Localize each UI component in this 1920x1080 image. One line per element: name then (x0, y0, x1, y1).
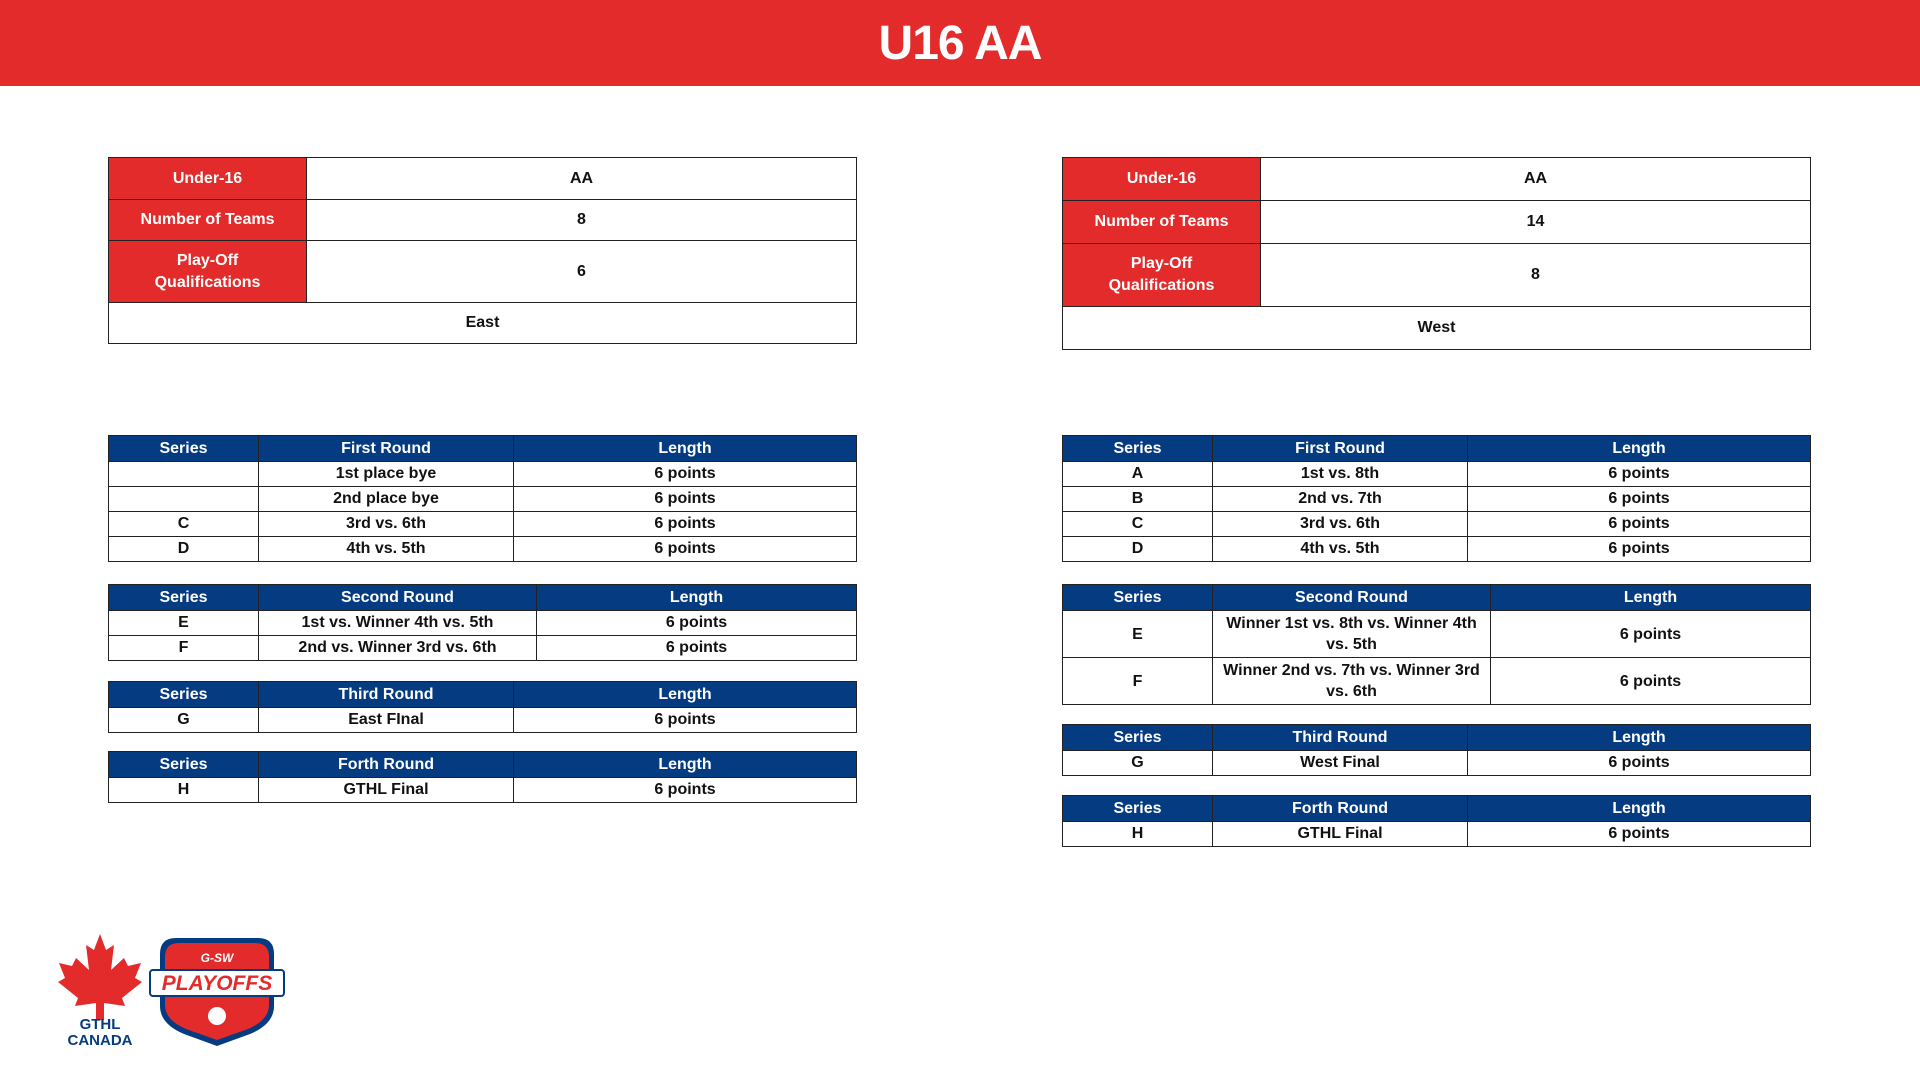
col-header: Length (514, 682, 857, 708)
table-row (109, 611, 857, 636)
series-cell: E (1063, 611, 1213, 658)
matchup-cell: 4th vs. 5th (259, 537, 514, 562)
qualifications-value: 8 (1261, 244, 1811, 307)
teams-label: Number of Teams (109, 200, 307, 241)
series-cell: H (109, 778, 259, 803)
length-cell: 6 points (1468, 537, 1811, 562)
matchup-cell: Winner 2nd vs. 7th vs. Winner 3rd vs. 6th (1213, 658, 1491, 705)
col-header: Length (537, 585, 857, 611)
length-cell: 6 points (514, 487, 857, 512)
qualifications-value: 6 (307, 241, 857, 303)
region-label: West (1063, 307, 1811, 350)
qualifications-label (109, 241, 307, 303)
west-first-round-table (1062, 435, 1811, 562)
east-first-round-table (108, 435, 857, 562)
table-row (109, 537, 857, 562)
series-cell: C (1063, 512, 1213, 537)
teams-label: Number of Teams (1063, 201, 1261, 244)
col-header: Length (514, 436, 857, 462)
table-row (1063, 487, 1811, 512)
matchup-cell: Winner 1st vs. 8th vs. Winner 4th vs. 5th (1213, 611, 1491, 658)
table-row (1063, 822, 1811, 847)
length-cell: 6 points (1491, 611, 1811, 658)
col-header: Series (1063, 436, 1213, 462)
matchup-cell: GTHL Final (259, 778, 514, 803)
east-info-table (108, 157, 857, 344)
col-header: Series (109, 682, 259, 708)
series-cell: A (1063, 462, 1213, 487)
division-value: AA (1261, 158, 1811, 201)
length-cell: 6 points (514, 708, 857, 733)
east-second-round-table (108, 584, 857, 661)
series-cell (109, 462, 259, 487)
east-forth-round-table (108, 751, 857, 803)
matchup-cell: East FInal (259, 708, 514, 733)
teams-value: 14 (1261, 201, 1811, 244)
length-cell: 6 points (1468, 512, 1811, 537)
table-row (1063, 512, 1811, 537)
division-label: Under-16 (109, 158, 307, 200)
matchup-cell: 3rd vs. 6th (259, 512, 514, 537)
col-header: Series (109, 585, 259, 611)
col-header: Series (1063, 796, 1213, 822)
col-header: Third Round (1213, 725, 1468, 751)
length-cell: 6 points (514, 778, 857, 803)
col-header: Forth Round (259, 752, 514, 778)
playoffs-badge-text: PLAYOFFS (161, 972, 273, 995)
qualifications-label-line2: Qualifications (154, 273, 261, 291)
matchup-cell: West Final (1213, 751, 1468, 776)
matchup-cell: 2nd place bye (259, 487, 514, 512)
series-cell: H (1063, 822, 1213, 847)
west-third-round-table (1062, 724, 1811, 776)
length-cell: 6 points (514, 462, 857, 487)
table-row (1063, 462, 1811, 487)
table-row (1063, 537, 1811, 562)
length-cell: 6 points (537, 611, 857, 636)
length-cell: 6 points (1468, 462, 1811, 487)
west-info-table (1062, 157, 1811, 350)
logos (38, 928, 298, 1048)
table-row (109, 778, 857, 803)
col-header: Length (1468, 725, 1811, 751)
col-header: Third Round (259, 682, 514, 708)
matchup-cell: 1st place bye (259, 462, 514, 487)
maple-leaf-icon (58, 934, 142, 1020)
col-header: Series (109, 436, 259, 462)
table-row (1063, 751, 1811, 776)
series-cell: B (1063, 487, 1213, 512)
table-row (109, 636, 857, 661)
series-cell: D (1063, 537, 1213, 562)
qualifications-label-line2: Qualifications (1108, 277, 1215, 294)
length-cell: 6 points (1468, 751, 1811, 776)
table-row (109, 487, 857, 512)
gthl-logo-group (38, 928, 298, 1048)
length-cell: 6 points (1468, 822, 1811, 847)
col-header: Forth Round (1213, 796, 1468, 822)
playoffs-badge-top-text: G-SW (200, 951, 234, 965)
table-row (1063, 611, 1811, 658)
col-header: Series (109, 752, 259, 778)
col-header: Length (1468, 436, 1811, 462)
series-cell: F (109, 636, 259, 661)
qualifications-label-line1: Play-Off (176, 251, 239, 269)
series-cell: E (109, 611, 259, 636)
series-cell: C (109, 512, 259, 537)
col-header: First Round (1213, 436, 1468, 462)
matchup-cell: 1st vs. Winner 4th vs. 5th (259, 611, 537, 636)
col-header: Second Round (259, 585, 537, 611)
col-header: Series (1063, 585, 1213, 611)
matchup-cell: 4th vs. 5th (1213, 537, 1468, 562)
west-second-round-table (1062, 584, 1811, 705)
series-cell: F (1063, 658, 1213, 705)
length-cell: 6 points (537, 636, 857, 661)
col-header: Second Round (1213, 585, 1491, 611)
qualifications-label (1063, 244, 1261, 307)
matchup-cell: GTHL Final (1213, 822, 1468, 847)
col-header: Series (1063, 725, 1213, 751)
region-label: East (109, 303, 857, 344)
col-header: Length (514, 752, 857, 778)
length-cell: 6 points (514, 537, 857, 562)
table-row (109, 512, 857, 537)
west-forth-round-table (1062, 795, 1811, 847)
matchup-cell: 2nd vs. 7th (1213, 487, 1468, 512)
col-header: Length (1491, 585, 1811, 611)
series-cell: G (1063, 751, 1213, 776)
table-row (1063, 658, 1811, 705)
gthl-logo-text: GTHL (79, 1016, 121, 1033)
length-cell: 6 points (514, 512, 857, 537)
matchup-cell: 3rd vs. 6th (1213, 512, 1468, 537)
series-cell: G (109, 708, 259, 733)
division-label: Under-16 (1063, 158, 1261, 201)
col-header: First Round (259, 436, 514, 462)
col-header: Length (1468, 796, 1811, 822)
length-cell: 6 points (1491, 658, 1811, 705)
title-banner (0, 0, 1920, 86)
matchup-cell: 1st vs. 8th (1213, 462, 1468, 487)
table-row (109, 708, 857, 733)
length-cell: 6 points (1468, 487, 1811, 512)
east-third-round-table (108, 681, 857, 733)
matchup-cell: 2nd vs. Winner 3rd vs. 6th (259, 636, 537, 661)
teams-value: 8 (307, 200, 857, 241)
canada-logo-text: CANADA (67, 1032, 133, 1048)
series-cell (109, 487, 259, 512)
division-value: AA (307, 158, 857, 200)
page-title: U16 AA (878, 16, 1042, 70)
series-cell: D (109, 537, 259, 562)
qualifications-label-line1: Play-Off (1130, 255, 1193, 272)
table-row (109, 462, 857, 487)
